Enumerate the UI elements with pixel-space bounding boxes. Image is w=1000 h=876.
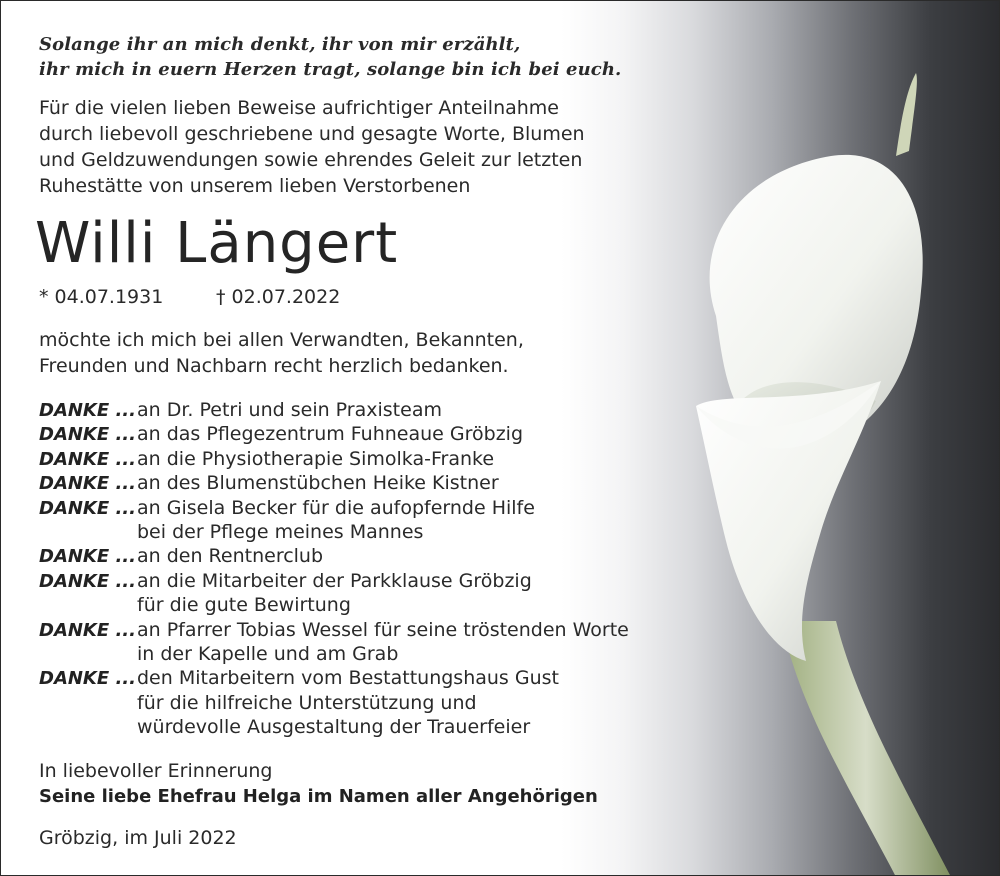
intro-line: durch liebevoll geschriebene und gesagte Worte, Blumen (39, 123, 585, 145)
intro-line: und Geldzuwendungen sowie ehrendes Geleit zur letzten (39, 149, 583, 171)
danke-item-text: an des Blumenstübchen Heike Kistner (137, 472, 499, 495)
intro-line: Für die vielen lieben Beweise aufrichtiger Anteilnahme (39, 97, 559, 119)
danke-item-text: an den Rentnerclub (137, 545, 324, 568)
danke-label: DANKE ... (39, 546, 136, 568)
danke-label: DANKE ... (39, 400, 136, 421)
thanks-intro-line: möchte ich mich bei allen Verwandten, Bekannten, (39, 329, 524, 351)
danke-label: DANKE ... (39, 448, 136, 470)
danke-label: DANKE ... (39, 619, 136, 641)
danke-item-text: in der Kapelle und am Grab (137, 643, 399, 665)
danke-item-text: an Gisela Becker für die aufopfernde Hilfe (137, 496, 535, 519)
deceased-name: Willi Längert (35, 211, 399, 276)
poem-line: ihr mich in euern Herzen tragt, solange bin ich bei euch. (39, 59, 622, 80)
danke-item-text: an Pfarrer Tobias Wessel für seine tröstenden Worte (137, 618, 629, 641)
thanks-intro-line: Freunden und Nachbarn recht herzlich bedanken. (39, 355, 509, 377)
signature: Seine liebe Ehefrau Helga im Namen aller Angehörigen (39, 786, 598, 807)
danke-item-text: an das Pflegezentrum Fuhneaue Gröbzig (137, 423, 524, 446)
danke-item-text: würdevolle Ausgestaltung der Trauerfeier (137, 716, 531, 739)
notice-content (1, 1, 1000, 876)
birth-date: * 04.07.1931 (39, 286, 164, 308)
danke-label: DANKE ... (39, 497, 136, 519)
danke-item-text: für die hilfreiche Unterstützung und (137, 691, 477, 714)
remembrance-text: In liebevoller Erinnerung (39, 760, 273, 782)
danke-label: DANKE ... (39, 473, 136, 495)
danke-item-text: für die gute Bewirtung (137, 594, 351, 617)
danke-item-text: an Dr. Petri und sein Praxisteam (137, 399, 442, 421)
danke-label: DANKE ... (39, 570, 136, 592)
danke-item-text: bei der Pflege meines Mannes (137, 521, 424, 543)
danke-item-text: an die Mitarbeiter der Parkklause Gröbzig (137, 569, 532, 592)
danke-item-text: den Mitarbeitern vom Bestattungshaus Gust (137, 667, 559, 690)
place-date: Gröbzig, im Juli 2022 (39, 827, 237, 849)
danke-label: DANKE ... (39, 424, 136, 446)
danke-label: DANKE ... (39, 668, 136, 690)
death-date: † 02.07.2022 (216, 286, 341, 308)
intro-line: Ruhestätte von unserem lieben Verstorbenen (39, 175, 471, 197)
danke-item-text: an die Physiotherapie Simolka-Franke (137, 447, 495, 470)
poem-line: Solange ihr an mich denkt, ihr von mir erzählt, (39, 34, 521, 55)
